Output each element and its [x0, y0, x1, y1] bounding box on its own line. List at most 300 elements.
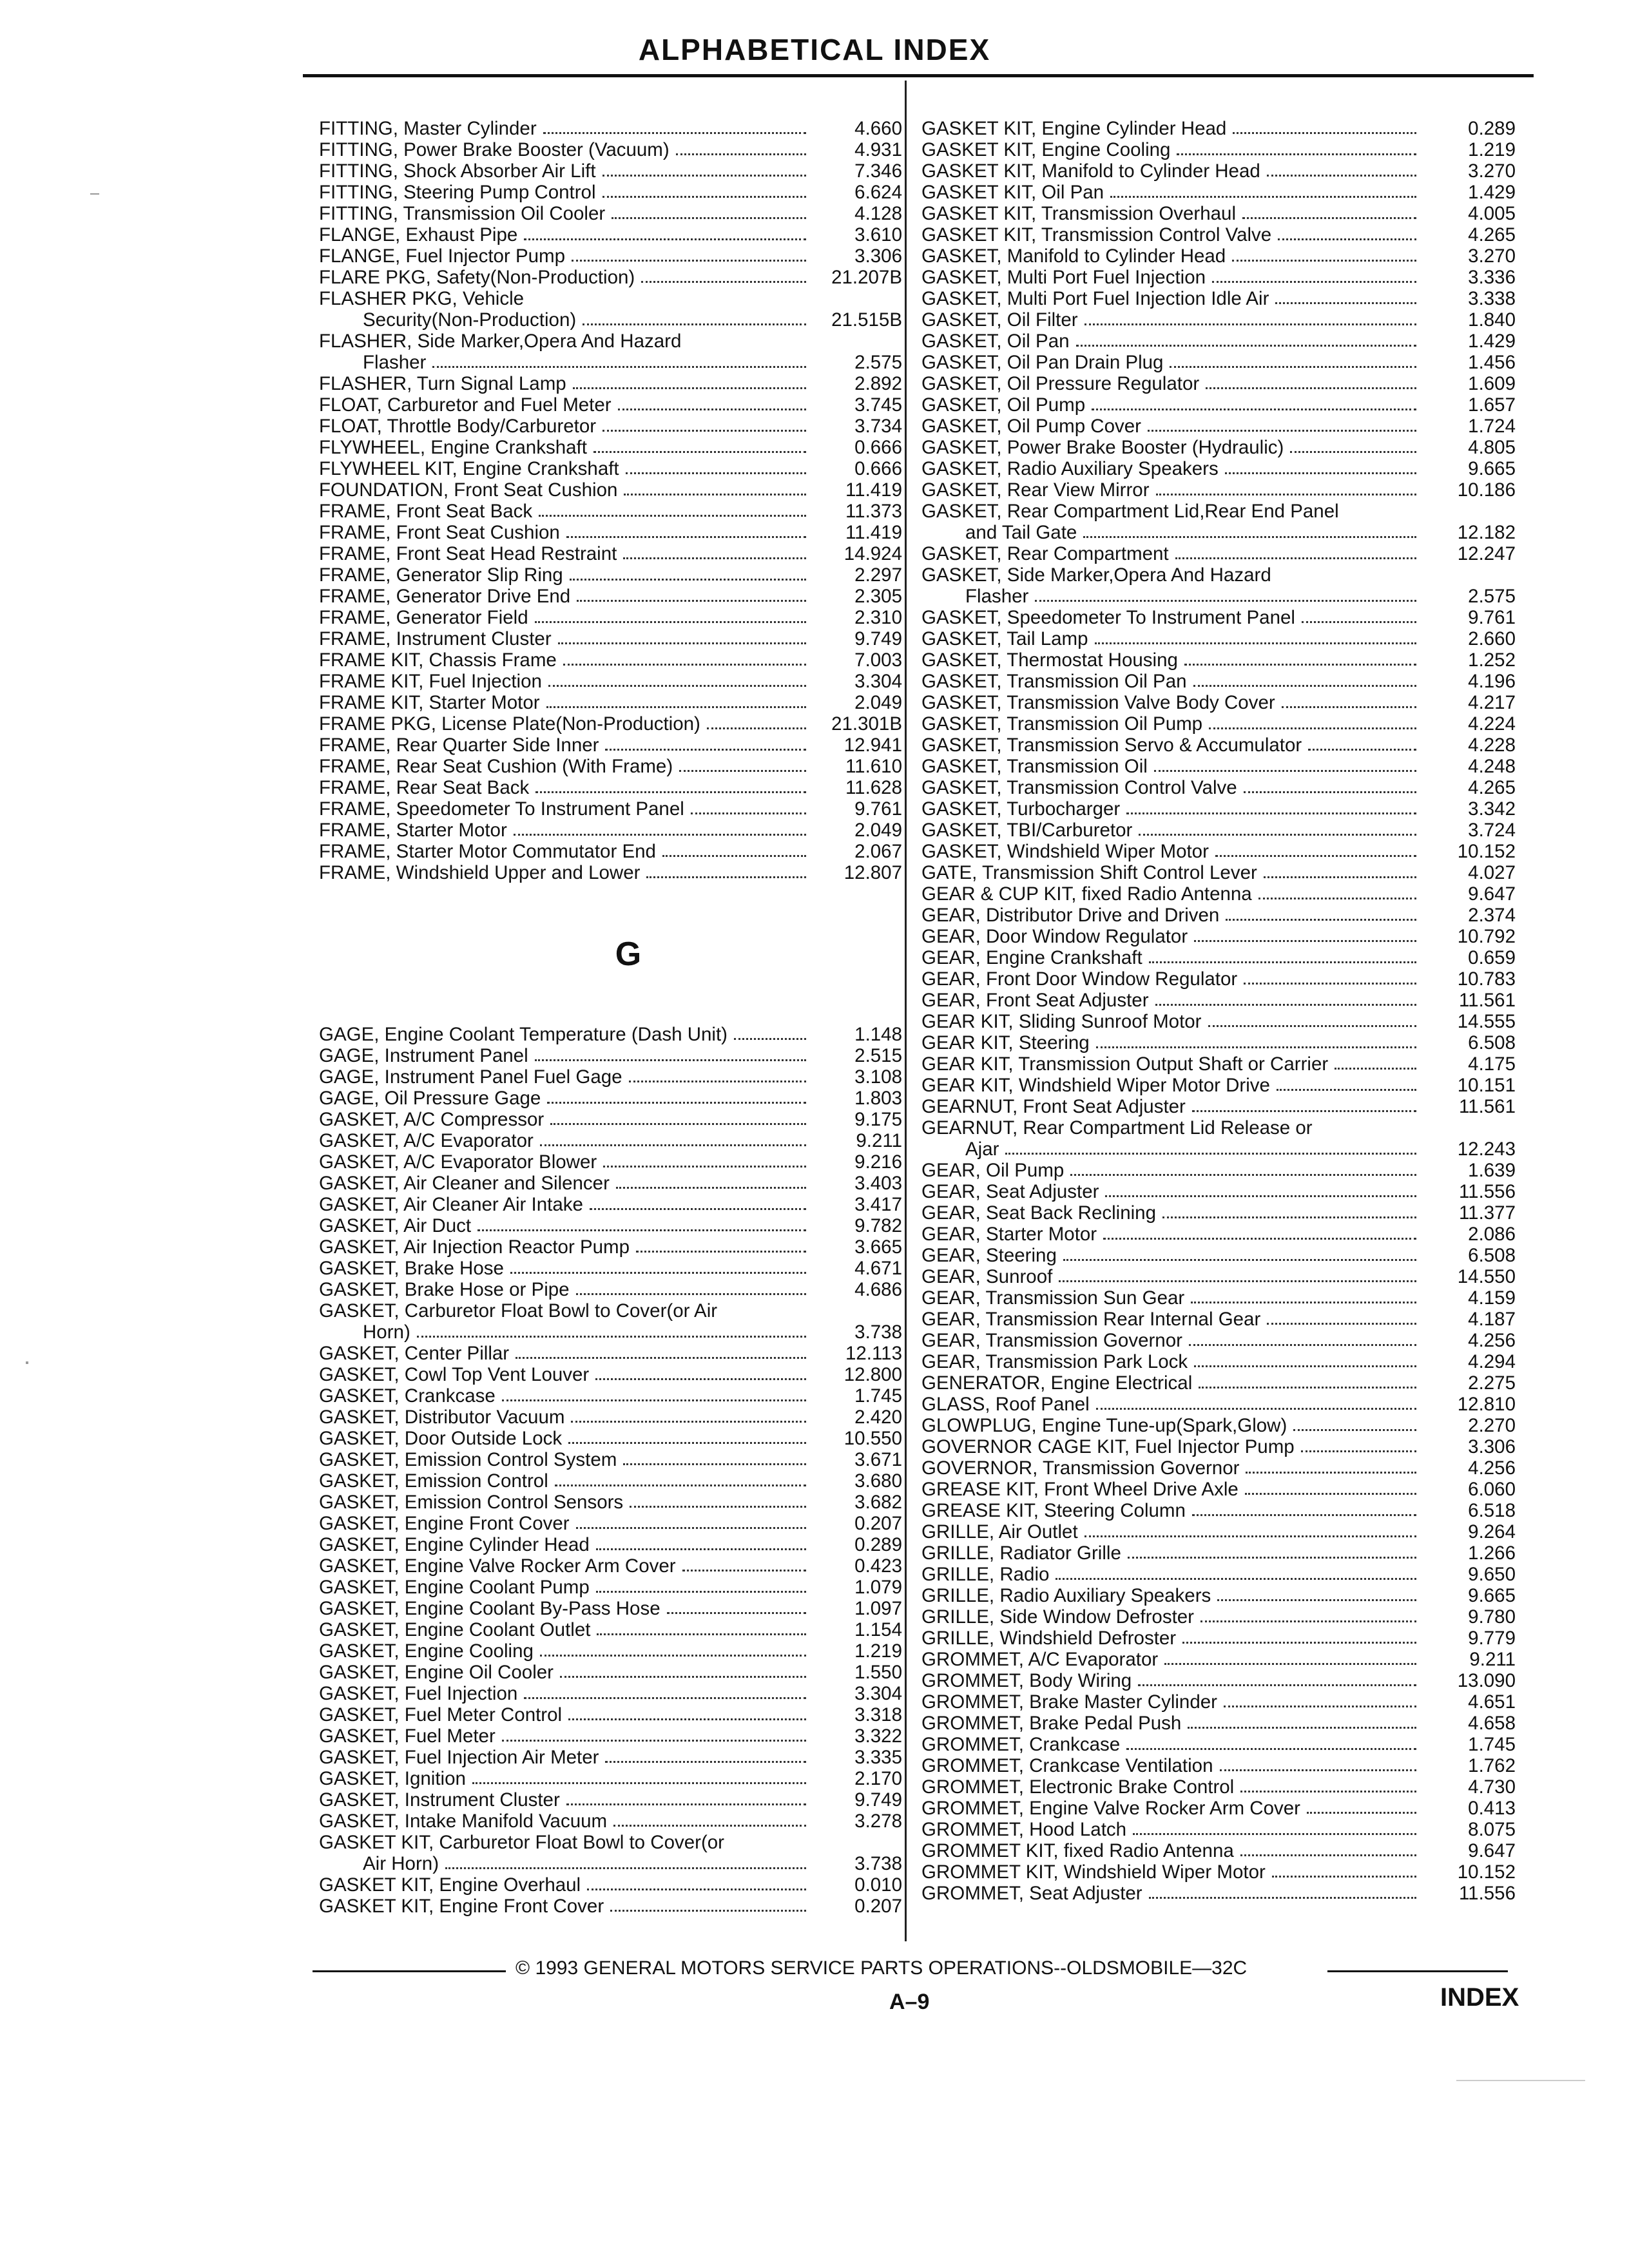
dot-leader — [572, 260, 806, 262]
dot-leader — [734, 1038, 806, 1040]
entry-name: GASKET, Rear Compartment Lid,Rear End Panel — [921, 501, 1339, 522]
index-entry — [921, 118, 1516, 139]
entry-page-reference: 2.067 — [854, 841, 902, 862]
entry-page-reference: 2.086 — [1468, 1224, 1516, 1245]
entry-name: GEARNUT, Front Seat Adjuster — [921, 1096, 1186, 1117]
entry-name: FRAME, Rear Seat Cushion (With Frame) — [319, 756, 673, 777]
index-entry — [319, 1789, 902, 1811]
dot-leader — [1170, 366, 1416, 368]
entry-name: GASKET, Emission Control System — [319, 1449, 617, 1470]
entry-page-reference: 0.659 — [1468, 947, 1516, 968]
dot-leader — [1199, 1387, 1416, 1389]
entry-page-reference: 1.429 — [1468, 331, 1516, 352]
index-entry — [319, 458, 902, 479]
entry-name: GEARNUT, Rear Compartment Lid Release or — [921, 1117, 1313, 1139]
index-entry — [319, 607, 902, 628]
entry-name: GROMMET, Brake Pedal Push — [921, 1713, 1182, 1734]
dot-leader — [613, 1825, 806, 1827]
dot-leader — [682, 1570, 806, 1571]
entry-name-continuation: Flasher — [363, 352, 427, 373]
dot-leader — [590, 1208, 806, 1210]
index-entry — [319, 1619, 902, 1640]
entry-page-reference: 3.336 — [1468, 267, 1516, 288]
dot-leader — [568, 1442, 806, 1444]
entry-page-reference: 10.550 — [843, 1428, 902, 1449]
entry-name: GASKET, Windshield Wiper Motor — [921, 841, 1209, 862]
index-entry — [921, 713, 1516, 735]
entry-page-reference: 1.550 — [854, 1662, 902, 1683]
entry-page-reference: 3.724 — [1468, 820, 1516, 841]
dot-leader — [1083, 536, 1416, 538]
entry-name-continuation: Air Horn) — [363, 1853, 439, 1874]
index-entry — [319, 437, 902, 458]
entry-page-reference: 2.170 — [854, 1768, 902, 1789]
index-entry — [319, 1130, 902, 1151]
entry-name: FOUNDATION, Front Seat Cushion — [319, 479, 618, 501]
dot-leader — [1084, 1535, 1416, 1537]
index-entry — [319, 1407, 902, 1428]
entry-name: GASKET, Transmission Oil — [921, 756, 1148, 777]
entry-name: GROMMET KIT, fixed Radio Antenna — [921, 1840, 1234, 1861]
entry-name: FRAME, Instrument Cluster — [319, 628, 552, 649]
dot-leader — [516, 1357, 806, 1359]
index-entry — [319, 1364, 902, 1385]
dot-leader — [573, 387, 806, 389]
entry-page-reference: 4.217 — [1468, 692, 1516, 713]
entry-page-reference: 0.423 — [854, 1555, 902, 1577]
entry-name: GASKET, Turbocharger — [921, 798, 1121, 820]
index-entry — [921, 543, 1516, 564]
dot-leader — [1070, 1174, 1416, 1176]
dot-leader — [1232, 260, 1416, 262]
index-entry — [921, 1500, 1516, 1521]
entry-name: GASKET, A/C Evaporator — [319, 1130, 534, 1151]
entry-name: FRAME, Windshield Upper and Lower — [319, 862, 641, 883]
entry-page-reference: 2.305 — [854, 586, 902, 607]
dot-leader — [596, 1591, 806, 1593]
dot-leader — [577, 600, 806, 602]
dot-leader — [550, 1123, 806, 1125]
entry-page-reference: 3.671 — [854, 1449, 902, 1470]
entry-name: GASKET, Side Marker,Opera And Hazard — [921, 564, 1271, 586]
index-entry — [319, 564, 902, 586]
entry-page-reference: 9.665 — [1468, 458, 1516, 479]
entry-name: GEAR, Door Window Regulator — [921, 926, 1188, 947]
entry-page-reference: 11.556 — [1458, 1181, 1516, 1202]
dot-leader — [662, 855, 806, 857]
dot-leader — [1126, 1748, 1416, 1750]
entry-name: GRILLE, Radio Auxiliary Speakers — [921, 1585, 1211, 1606]
entry-page-reference: 9.650 — [1468, 1564, 1516, 1585]
index-entry — [921, 1840, 1516, 1861]
entry-page-reference: 1.252 — [1468, 649, 1516, 671]
entry-name: FLYWHEEL, Engine Crankshaft — [319, 437, 587, 458]
entry-page-reference: 0.666 — [854, 458, 902, 479]
index-entry — [319, 182, 902, 203]
entry-name: GASKET, Cowl Top Vent Louver — [319, 1364, 590, 1385]
entry-name: GASKET, Transmission Control Valve — [921, 777, 1237, 798]
dot-leader — [1177, 153, 1416, 155]
dot-leader — [1092, 408, 1416, 410]
entry-name: GEAR, Transmission Park Lock — [921, 1351, 1188, 1372]
entry-page-reference: 3.270 — [1468, 245, 1516, 267]
index-entry — [921, 1542, 1516, 1564]
entry-continuation-line — [319, 352, 815, 373]
index-entry — [921, 1755, 1516, 1776]
entry-name: GREASE KIT, Steering Column — [921, 1500, 1186, 1521]
index-entry — [921, 1713, 1516, 1734]
entry-name: GASKET KIT, Engine Cooling — [921, 139, 1171, 160]
dot-leader — [1282, 706, 1416, 708]
dot-leader — [1148, 430, 1416, 432]
dot-leader — [445, 1867, 806, 1869]
entry-name: GASKET, Oil Pump — [921, 394, 1086, 416]
dot-leader — [543, 132, 806, 134]
index-entry — [921, 352, 1516, 373]
entry-page-reference: 14.924 — [843, 543, 902, 564]
index-entry — [319, 118, 902, 139]
entry-page-reference: 10.792 — [1457, 926, 1516, 947]
dot-leader — [1267, 175, 1416, 177]
entry-name: GASKET, Air Cleaner Air Intake — [319, 1194, 583, 1215]
entry-page-reference: 1.745 — [854, 1385, 902, 1407]
index-entry — [319, 1683, 902, 1704]
entry-page-reference: 2.575 — [854, 352, 902, 373]
index-entry — [921, 1691, 1516, 1713]
entry-name-continuation: Horn) — [363, 1321, 410, 1343]
index-entry — [319, 1513, 902, 1534]
index-entry — [319, 1874, 902, 1896]
index-entry — [921, 416, 1516, 437]
entry-name: FITTING, Transmission Oil Cooler — [319, 203, 606, 224]
entry-name: FITTING, Power Brake Booster (Vacuum) — [319, 139, 670, 160]
dot-leader — [691, 812, 806, 814]
entry-name: GASKET, Fuel Meter Control — [319, 1704, 563, 1725]
index-entry — [319, 543, 902, 564]
dot-leader — [667, 1612, 806, 1614]
entry-page-reference: 3.417 — [854, 1194, 902, 1215]
dot-leader — [546, 706, 806, 708]
entry-page-reference: 4.671 — [854, 1258, 902, 1279]
entry-name: FLASHER, Turn Signal Lamp — [319, 373, 566, 394]
dot-leader — [1194, 940, 1416, 942]
dot-leader — [605, 749, 806, 751]
dot-leader — [566, 536, 806, 538]
entry-name: GASKET, Oil Pan Drain Plug — [921, 352, 1164, 373]
dot-leader — [1188, 1727, 1416, 1729]
index-entry — [921, 1032, 1516, 1053]
entry-page-reference: 3.322 — [854, 1725, 902, 1747]
left-column — [319, 118, 902, 1917]
dot-leader — [1246, 1472, 1416, 1474]
entry-name: GASKET, Engine Cylinder Head — [319, 1534, 590, 1555]
entry-name: GASKET, Door Outside Lock — [319, 1428, 563, 1449]
index-entry — [921, 1479, 1516, 1500]
entry-page-reference: 9.647 — [1468, 883, 1516, 905]
entry-page-reference: 4.294 — [1468, 1351, 1516, 1372]
index-entry — [319, 1428, 902, 1449]
entry-name: GASKET, Speedometer To Instrument Panel — [921, 607, 1295, 628]
entry-page-reference: 10.151 — [1457, 1075, 1516, 1096]
entry-page-reference: 21.207B — [831, 267, 902, 288]
index-entry — [921, 1309, 1516, 1330]
dot-leader — [612, 217, 806, 219]
dot-leader — [602, 175, 806, 177]
entry-page-reference: 12.810 — [1457, 1394, 1516, 1415]
entry-page-reference: 1.456 — [1468, 352, 1516, 373]
entry-page-reference: 12.247 — [1457, 543, 1516, 564]
entry-continuation-line — [319, 1321, 815, 1343]
entry-name: GLOWPLUG, Engine Tune-up(Spark,Glow) — [921, 1415, 1287, 1436]
entry-page-reference: 12.800 — [843, 1364, 902, 1385]
entry-name: GEAR, Transmission Governor — [921, 1330, 1182, 1351]
entry-page-reference: 1.148 — [854, 1024, 902, 1045]
section-label: INDEX — [1440, 1983, 1519, 2012]
entry-page-reference: 0.207 — [854, 1513, 902, 1534]
entry-page-reference: 6.518 — [1468, 1500, 1516, 1521]
entry-name: GEAR, Starter Motor — [921, 1224, 1097, 1245]
dot-leader — [1245, 1493, 1416, 1495]
entry-name: GASKET KIT, Oil Pan — [921, 182, 1104, 203]
entry-name: FRAME, Front Seat Back — [319, 501, 533, 522]
index-entry — [921, 1372, 1516, 1394]
entry-page-reference: 1.762 — [1468, 1755, 1516, 1776]
entry-name: GOVERNOR, Transmission Governor — [921, 1457, 1240, 1479]
index-entry — [921, 458, 1516, 479]
entry-name: GRILLE, Radiator Grille — [921, 1542, 1121, 1564]
entry-name: FRAME KIT, Chassis Frame — [319, 649, 557, 671]
entry-page-reference: 4.224 — [1468, 713, 1516, 735]
dot-leader — [1059, 1280, 1416, 1282]
entry-name: GROMMET, A/C Evaporator — [921, 1649, 1159, 1670]
entry-name: GASKET, Transmission Oil Pan — [921, 671, 1187, 692]
entry-page-reference: 4.651 — [1468, 1691, 1516, 1713]
entry-name-continuation: Ajar — [965, 1139, 999, 1160]
index-entry — [319, 1747, 902, 1768]
entry-name: GREASE KIT, Front Wheel Drive Axle — [921, 1479, 1239, 1500]
entry-name: GEAR, Engine Crankshaft — [921, 947, 1142, 968]
dot-leader — [432, 366, 806, 368]
index-entry — [319, 713, 902, 735]
entry-name: GASKET, A/C Evaporator Blower — [319, 1151, 597, 1173]
entry-name: GASKET, Engine Front Cover — [319, 1513, 570, 1534]
index-entry — [921, 1819, 1516, 1840]
entry-name: GEAR, Seat Adjuster — [921, 1181, 1099, 1202]
entry-name: FRAME, Front Seat Head Restraint — [319, 543, 617, 564]
dot-leader — [1200, 1620, 1416, 1622]
entry-page-reference: 4.730 — [1468, 1776, 1516, 1798]
index-entry — [319, 820, 902, 841]
index-entry — [921, 139, 1516, 160]
entry-name: FRAME PKG, License Plate(Non-Production) — [319, 713, 700, 735]
entry-page-reference: 13.090 — [1457, 1670, 1516, 1691]
entry-name: GASKET, Engine Cooling — [319, 1640, 534, 1662]
index-entry — [921, 1649, 1516, 1670]
dot-leader — [1139, 834, 1416, 836]
index-entry — [921, 1053, 1516, 1075]
index-entry — [921, 501, 1516, 543]
index-entry — [921, 1160, 1516, 1181]
dot-leader — [535, 621, 806, 623]
dot-leader — [1206, 387, 1416, 389]
entry-page-reference: 2.049 — [854, 820, 902, 841]
entry-name: GROMMET, Crankcase Ventilation — [921, 1755, 1213, 1776]
index-entry — [921, 331, 1516, 352]
index-entry — [319, 1066, 902, 1088]
page-number: A–9 — [889, 1990, 930, 2014]
entry-name: FRAME KIT, Fuel Injection — [319, 671, 542, 692]
dot-leader — [1105, 1195, 1416, 1197]
entry-page-reference: 2.310 — [854, 607, 902, 628]
index-entry — [921, 1075, 1516, 1096]
index-entry — [921, 1096, 1516, 1117]
entry-page-reference: 10.152 — [1457, 841, 1516, 862]
index-entry — [319, 479, 902, 501]
index-entry — [921, 182, 1516, 203]
dot-leader — [629, 1081, 806, 1082]
entry-name: GASKET, Multi Port Fuel Injection — [921, 267, 1206, 288]
entry-page-reference: 9.749 — [854, 1789, 902, 1811]
entry-page-reference: 4.187 — [1468, 1309, 1516, 1330]
entry-page-reference: 1.724 — [1468, 416, 1516, 437]
dot-leader — [1272, 1876, 1416, 1878]
index-entry — [319, 1279, 902, 1300]
entry-page-reference: 12.113 — [845, 1343, 902, 1364]
index-entry — [921, 1734, 1516, 1755]
entry-name: GRILLE, Side Window Defroster — [921, 1606, 1194, 1628]
dot-leader — [1275, 302, 1416, 304]
dot-leader — [1224, 1706, 1416, 1707]
entry-name: GEAR KIT, Transmission Output Shaft or Carrier — [921, 1053, 1329, 1075]
index-entry — [921, 1776, 1516, 1798]
index-entry — [921, 309, 1516, 331]
dot-leader — [623, 1463, 806, 1465]
footer-rule-left — [313, 1970, 506, 1972]
dot-leader — [593, 451, 806, 453]
entry-name: GASKET, Fuel Injection Air Meter — [319, 1747, 599, 1768]
entry-page-reference: 1.639 — [1468, 1160, 1516, 1181]
dot-leader — [1264, 876, 1416, 878]
entry-name: GATE, Transmission Shift Control Lever — [921, 862, 1257, 883]
index-entry — [319, 373, 902, 394]
entry-name-continuation: Flasher — [965, 586, 1029, 607]
entry-page-reference: 3.682 — [854, 1492, 902, 1513]
index-entry — [921, 1415, 1516, 1436]
entry-page-reference: 1.154 — [854, 1619, 902, 1640]
index-entry — [921, 777, 1516, 798]
title-rule — [303, 74, 1534, 77]
dot-leader — [1138, 1684, 1416, 1686]
dot-leader — [1307, 1812, 1416, 1814]
index-entry — [319, 288, 902, 331]
dot-leader — [1184, 664, 1416, 666]
entry-page-reference: 11.419 — [845, 479, 902, 501]
index-entry — [319, 1832, 902, 1874]
entry-name: GROMMET, Hood Latch — [921, 1819, 1127, 1840]
entry-page-reference: 3.335 — [854, 1747, 902, 1768]
index-list-g-continued — [921, 118, 1516, 1904]
index-entry — [921, 1266, 1516, 1287]
entry-page-reference: 9.761 — [1468, 607, 1516, 628]
entry-name: GEAR, Distributor Drive and Driven — [921, 905, 1220, 926]
dot-leader — [1308, 749, 1416, 751]
entry-page-reference: 9.749 — [854, 628, 902, 649]
index-entry — [921, 245, 1516, 267]
index-entry — [319, 798, 902, 820]
entry-page-reference: 3.108 — [854, 1066, 902, 1088]
index-entry — [921, 267, 1516, 288]
entry-page-reference: 10.783 — [1457, 968, 1516, 990]
entry-page-reference: 2.374 — [1468, 905, 1516, 926]
dot-leader — [1209, 727, 1416, 729]
entry-page-reference: 3.304 — [854, 671, 902, 692]
dot-leader — [1162, 1216, 1416, 1218]
dot-leader — [1277, 1089, 1416, 1091]
index-entry — [319, 692, 902, 713]
entry-name: GAGE, Engine Coolant Temperature (Dash Unit) — [319, 1024, 728, 1045]
entry-page-reference: 4.196 — [1468, 671, 1516, 692]
index-entry — [319, 1215, 902, 1236]
dot-leader — [539, 515, 806, 517]
entry-page-reference: 3.270 — [1468, 160, 1516, 182]
index-entry — [319, 586, 902, 607]
entry-page-reference: 3.306 — [854, 245, 902, 267]
dot-leader — [510, 1272, 806, 1274]
entry-name: GASKET, Engine Oil Cooler — [319, 1662, 554, 1683]
entry-name: GROMMET, Seat Adjuster — [921, 1883, 1142, 1904]
entry-page-reference: 11.419 — [845, 522, 902, 543]
dot-leader — [1154, 770, 1416, 772]
entry-name: GASKET, Carburetor Float Bowl to Cover(or Air — [319, 1300, 718, 1321]
entry-page-reference: 6.624 — [854, 182, 902, 203]
index-entry — [921, 735, 1516, 756]
entry-page-reference: 4.686 — [854, 1279, 902, 1300]
entry-page-reference: 9.761 — [854, 798, 902, 820]
index-entry — [319, 1598, 902, 1619]
dot-leader — [1278, 238, 1416, 240]
index-entry — [921, 1628, 1516, 1649]
entry-page-reference: 1.745 — [1468, 1734, 1516, 1755]
index-entry — [319, 1045, 902, 1066]
index-entry — [319, 862, 902, 883]
dot-leader — [1290, 451, 1416, 453]
entry-name: GROMMET, Body Wiring — [921, 1670, 1132, 1691]
entry-name: GASKET, Tail Lamp — [921, 628, 1088, 649]
dot-leader — [1208, 1025, 1417, 1027]
dot-leader — [676, 153, 806, 155]
entry-name: GEAR, Front Door Window Regulator — [921, 968, 1238, 990]
dot-leader — [630, 1506, 806, 1508]
entry-name: GASKET, Brake Hose or Pipe — [319, 1279, 570, 1300]
index-entry — [921, 1394, 1516, 1415]
entry-name: FLOAT, Throttle Body/Carburetor — [319, 416, 597, 437]
column-divider — [905, 81, 907, 1941]
entry-name: GRILLE, Windshield Defroster — [921, 1628, 1177, 1649]
index-entry — [319, 416, 902, 437]
index-entry — [319, 394, 902, 416]
entry-continuation-line — [921, 522, 1425, 543]
entry-page-reference: 6.508 — [1468, 1245, 1516, 1266]
entry-continuation-line — [319, 309, 815, 331]
entry-name: GASKET KIT, Transmission Control Valve — [921, 224, 1272, 245]
dot-leader — [624, 494, 806, 495]
dot-leader — [1225, 472, 1416, 474]
entry-page-reference: 9.647 — [1468, 1840, 1516, 1861]
entry-name: GASKET KIT, Engine Front Cover — [319, 1896, 604, 1917]
index-entry — [921, 1606, 1516, 1628]
dot-leader — [1133, 1833, 1416, 1835]
dot-leader — [547, 1102, 806, 1104]
